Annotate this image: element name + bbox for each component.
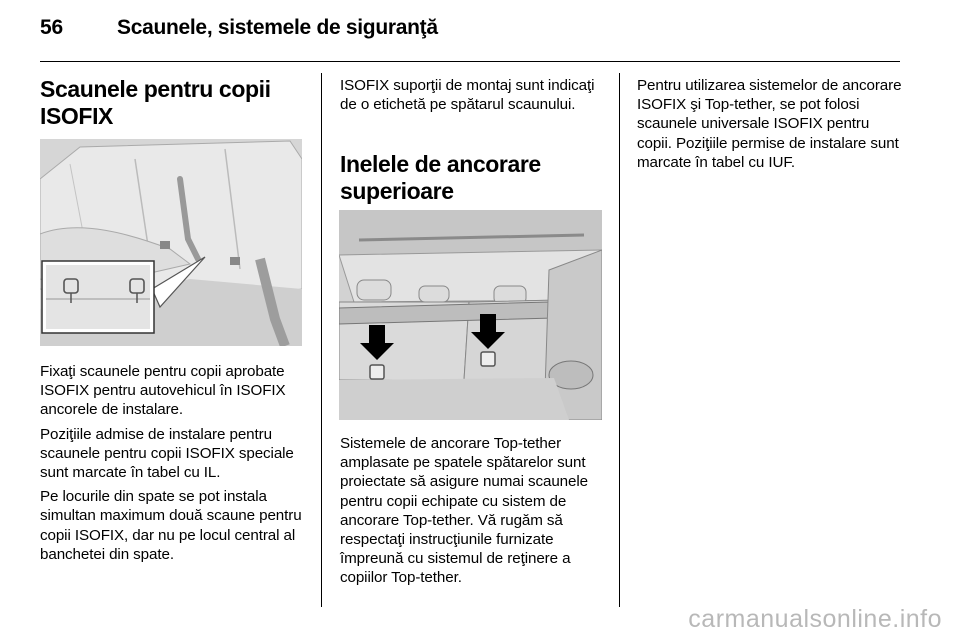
universal-isofix-paragraph: Pentru utilizarea sistemelor de ancorare ISOFIX şi Top-tether, se pot folosi scaunele universale ISOFIX pentru copii. Poziţiile permise de instalare sunt marcate în tabel cu IUF. [637, 77, 902, 171]
section-title: Scaunele, sistemele de siguranţă [117, 16, 438, 39]
top-tether-heading: Inelele de ancorare superioare [340, 151, 541, 204]
isofix-heading: Scaunele pentru copii ISOFIX [40, 76, 271, 129]
top-tether-text-block [340, 434, 605, 588]
header-rule [40, 61, 900, 62]
column-2-heading-wrap [340, 151, 580, 205]
column-divider-2 [619, 73, 620, 607]
top-tether-illustration [339, 210, 602, 420]
column-3 [637, 76, 903, 172]
isofix-seat-illustration [40, 139, 302, 346]
isofix-paragraph-3: Pe locurile din spate se pot instala simultan maximum două scaune pentru copii ISOFIX, dar nu pe locul central al banchetei din spate. [40, 488, 302, 563]
top-tether-paragraph: Sistemele de ancorare Top-tether amplasate pe spatele spătarelor sunt proiectate să asigure numai scaunele pentru copii echipate cu sistem de ancorare Top-tether. Vă rugăm să respectaţi instrucţiunile furnizate împreună cu sistemul de reţinere a copiilor Top-tether. [340, 435, 588, 587]
isofix-text-block [40, 362, 306, 564]
column-2-intro [340, 76, 605, 114]
page-number: 56 [40, 16, 63, 39]
isofix-paragraph-2: Poziţiile admise de instalare pentru scaunele pentru copii ISOFIX speciale sunt marcate în tabel cu IL. [40, 425, 294, 482]
watermark: carmanualsonline.info [688, 605, 942, 633]
column-1 [40, 76, 306, 130]
isofix-label-paragraph: ISOFIX suporţii de montaj sunt indicaţi de o etichetă pe spătarul scaunului. [340, 77, 595, 114]
isofix-paragraph-1: Fixaţi scaunele pentru copii aprobate ISOFIX pentru autovehicul în ISOFIX ancorele de instalare. [40, 363, 286, 419]
column-divider-1 [321, 73, 322, 607]
